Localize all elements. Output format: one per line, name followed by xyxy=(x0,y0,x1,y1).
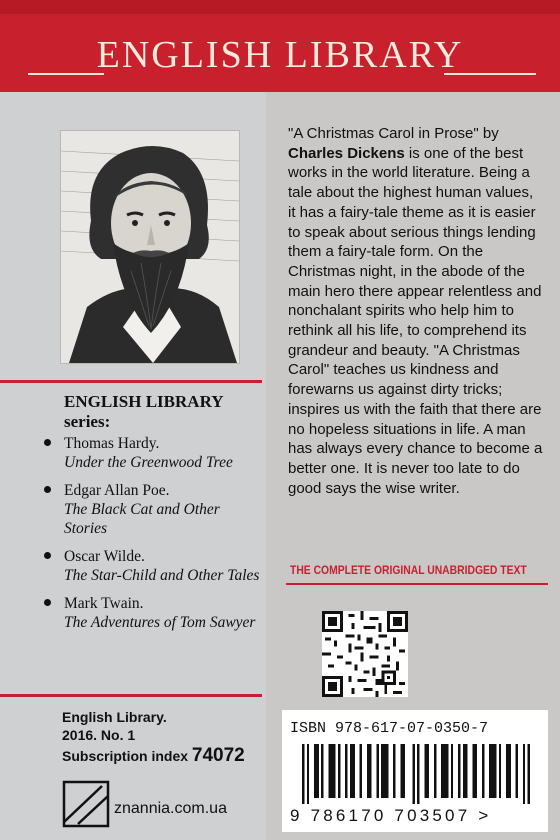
description-body: is one of the best works in the world literature. Being a tale about the highest human values, it has a fairy-tale theme as it is easier to speak about serious things lending them a fairy-tale form. On the Christmas night, in the abode of the main hero there appear relentless and nonchalant spirits who help him to rethink all his life, to comprehend its grandeur and beauty. "A Christmas Carol" teaches us kindness and forewarns us against dirty tricks; inspires us with the faith that there are no hopeless situations in life. A man has always every chance to become a better one. It is never too late to do good says the wise writer. xyxy=(288,144,543,497)
publication-line1: English Library. xyxy=(62,709,167,725)
series-heading-line1: ENGLISH LIBRARY xyxy=(64,392,224,411)
description-author: Charles Dickens xyxy=(288,144,405,162)
series-book-list xyxy=(44,434,266,641)
description-paragraph xyxy=(288,124,544,498)
portrait-engraving-icon xyxy=(61,131,239,363)
book-author: Edgar Allan Poe. xyxy=(64,482,170,499)
barcode-digits: 9 786170 703507 > xyxy=(290,806,492,825)
publication-line2: 2016. No. 1 xyxy=(62,727,136,743)
qr-code-icon xyxy=(322,611,408,697)
barcode-icon xyxy=(302,744,530,804)
series-bottom-rule xyxy=(0,694,262,697)
book-title: Under the Greenwood Tree xyxy=(64,454,233,471)
portrait-image xyxy=(60,130,240,364)
bullet-icon xyxy=(44,552,51,559)
subscription-label: Subscription index xyxy=(62,748,189,764)
barcode-area xyxy=(282,710,548,832)
isbn-label: ISBN 978-617-07-0350-7 xyxy=(290,720,489,737)
subscription-info xyxy=(62,746,245,766)
tagline-underline xyxy=(286,583,548,585)
book-author: Thomas Hardy. xyxy=(64,435,160,452)
subscription-index: 74072 xyxy=(191,745,245,766)
series-heading xyxy=(64,392,224,432)
book-author: Oscar Wilde. xyxy=(64,548,145,565)
bullet-icon xyxy=(44,599,51,606)
publisher-logo-icon xyxy=(62,780,110,828)
list-item xyxy=(44,434,266,472)
bullet-icon xyxy=(44,486,51,493)
book-author: Mark Twain. xyxy=(64,595,144,612)
header-title: ENGLISH LIBRARY xyxy=(96,34,464,76)
description-intro: "A Christmas Carol in Prose" by xyxy=(288,125,499,142)
publisher-website: znannia.com.ua xyxy=(114,800,227,817)
book-title: The Black Cat and Other Stories xyxy=(64,501,220,537)
unabridged-tagline: THE COMPLETE ORIGINAL UNABRIDGED TEXT xyxy=(290,565,527,577)
publication-info xyxy=(62,708,167,744)
list-item xyxy=(44,547,266,585)
list-item xyxy=(44,481,266,538)
series-top-rule xyxy=(0,380,262,383)
bullet-icon xyxy=(44,439,51,446)
list-item xyxy=(44,594,266,632)
book-title: The Star-Child and Other Tales xyxy=(64,567,260,584)
header-top-strip xyxy=(0,0,560,14)
book-description xyxy=(288,124,544,498)
series-heading-line2: series: xyxy=(64,412,111,431)
book-title: The Adventures of Tom Sawyer xyxy=(64,614,256,631)
header-banner xyxy=(0,0,560,92)
